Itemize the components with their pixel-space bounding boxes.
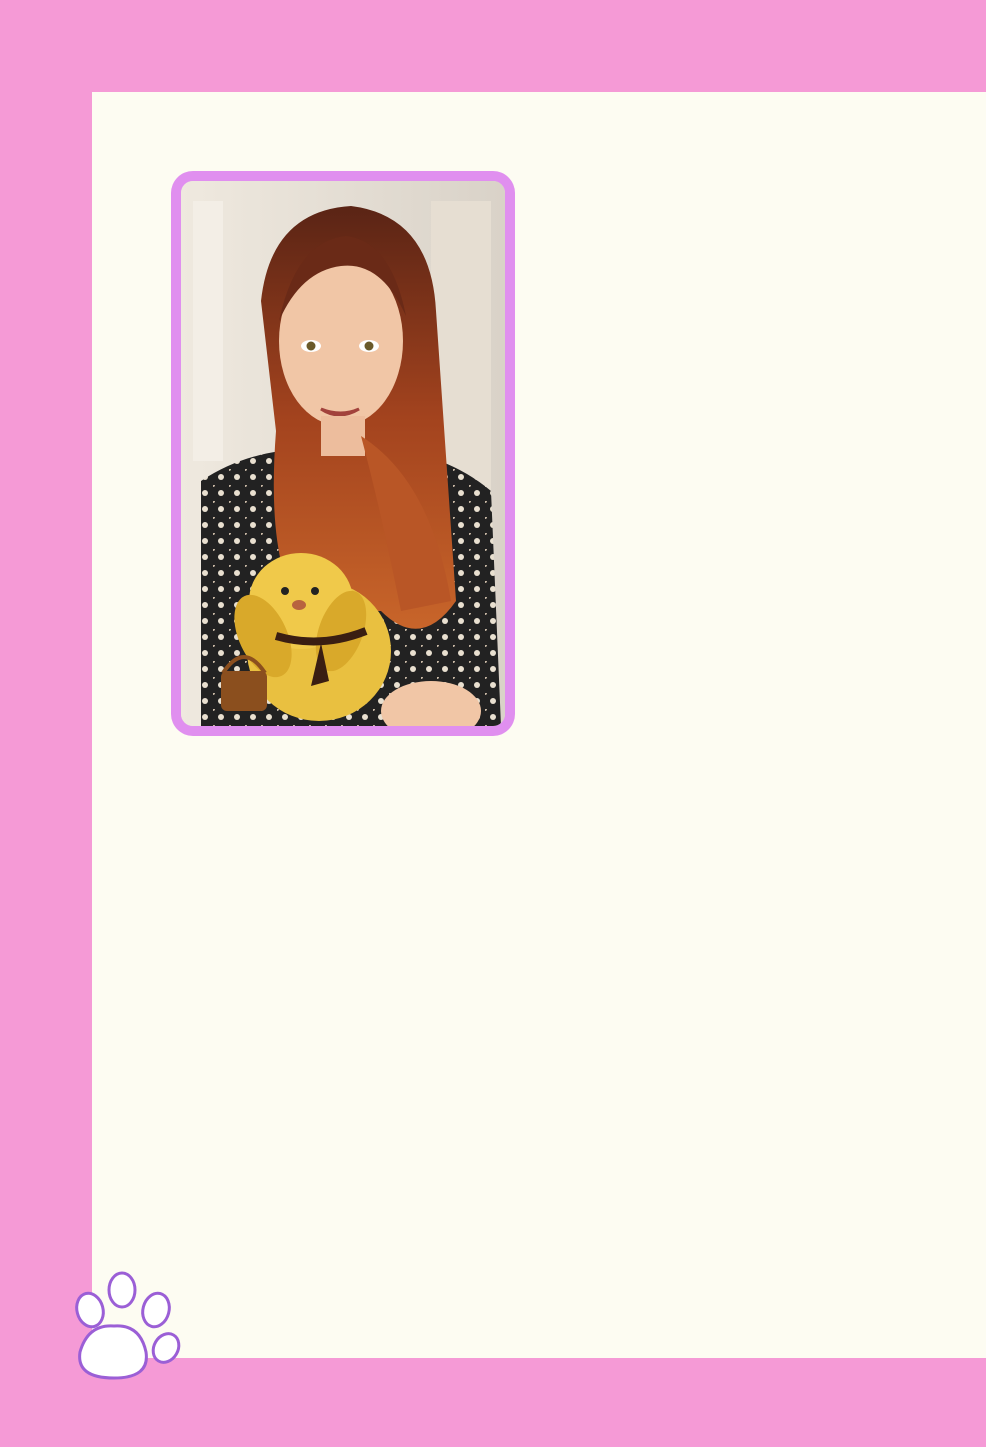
top-border-pattern xyxy=(0,0,986,92)
left-border-pattern xyxy=(0,92,92,1358)
author-photo-frame xyxy=(171,171,515,736)
author-photo xyxy=(181,181,505,726)
paw-print-icon xyxy=(66,1268,184,1386)
